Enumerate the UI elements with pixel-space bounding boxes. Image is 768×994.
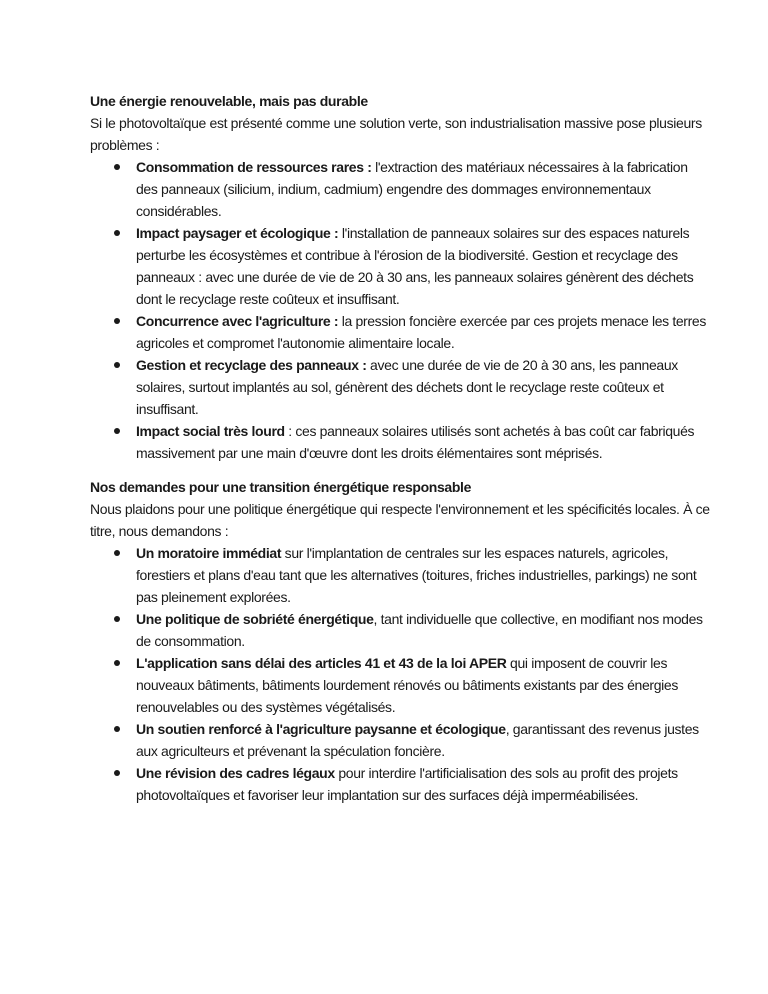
item-title: Un moratoire immédiat bbox=[136, 545, 282, 561]
bullet-icon bbox=[114, 362, 120, 368]
item-title: L'application sans délai des articles 41 et 43 de la loi APER bbox=[136, 655, 507, 671]
demands-list bbox=[90, 542, 710, 806]
item-title: Consommation de ressources rares : bbox=[136, 159, 372, 175]
list-item bbox=[90, 420, 710, 464]
item-title: Concurrence avec l'agriculture : bbox=[136, 313, 339, 329]
problems-list bbox=[90, 156, 710, 464]
bullet-icon bbox=[114, 428, 120, 434]
list-item bbox=[90, 608, 710, 652]
section-heading: Une énergie renouvelable, mais pas durable bbox=[90, 93, 368, 109]
section-demands bbox=[90, 476, 710, 806]
item-title: Impact social très lourd bbox=[136, 423, 285, 439]
item-text: , tant individuelle que collective, en modifiant nos modes de consommation. bbox=[136, 611, 703, 649]
section-renewable-not-durable bbox=[90, 90, 710, 464]
section-intro: Si le photovoltaïque est présenté comme une solution verte, son industrialisation massive pose plusieurs problèmes : bbox=[90, 115, 702, 153]
bullet-icon bbox=[114, 770, 120, 776]
list-item bbox=[90, 156, 710, 222]
item-text: qui imposent de couvrir les nouveaux bâtiments, bâtiments lourdement rénovés ou bâtiments existants par des énergies renouvelables ou des systèmes végétalisés. bbox=[136, 655, 678, 715]
item-title: Une politique de sobriété énergétique bbox=[136, 611, 374, 627]
item-title: Gestion et recyclage des panneaux : bbox=[136, 357, 367, 373]
item-text: avec une durée de vie de 20 à 30 ans, les panneaux solaires, surtout implantés au sol, génèrent des déchets dont le recyclage reste coûteux et insuffisant. bbox=[136, 357, 678, 417]
bullet-icon bbox=[114, 616, 120, 622]
item-text: pour interdire l'artificialisation des sols au profit des projets photovoltaïques et favoriser leur implantation sur des surfaces déjà imperméabilisées. bbox=[136, 765, 678, 803]
bullet-icon bbox=[114, 550, 120, 556]
bullet-icon bbox=[114, 660, 120, 666]
section-intro: Nous plaidons pour une politique énergétique qui respecte l'environnement et les spécificités locales. À ce titre, nous demandons : bbox=[90, 501, 710, 539]
bullet-icon bbox=[114, 230, 120, 236]
list-item bbox=[90, 222, 710, 310]
bullet-icon bbox=[114, 318, 120, 324]
section-heading: Nos demandes pour une transition énergétique responsable bbox=[90, 479, 472, 495]
list-item bbox=[90, 718, 710, 762]
item-title: Une révision des cadres légaux bbox=[136, 765, 335, 781]
item-text: l'extraction des matériaux nécessaires à la fabrication des panneaux (silicium, indium, cadmium) engendre des dommages environnementaux considérables. bbox=[136, 159, 688, 219]
item-title: Impact paysager et écologique : bbox=[136, 225, 339, 241]
item-text: la pression foncière exercée par ces projets menace les terres agricoles et compromet l'autonomie alimentaire locale. bbox=[136, 313, 707, 351]
bullet-icon bbox=[114, 726, 120, 732]
list-item bbox=[90, 354, 710, 420]
item-text: , garantissant des revenus justes aux agriculteurs et prévenant la spéculation foncière. bbox=[136, 721, 699, 759]
item-text: sur l'implantation de centrales sur les espaces naturels, agricoles, forestiers et plans d'eau tant que les alternatives (toitures, friches industrielles, parkings) ne sont pas pleinement explorées. bbox=[136, 545, 697, 605]
list-item bbox=[90, 310, 710, 354]
item-title: Un soutien renforcé à l'agriculture paysanne et écologique bbox=[136, 721, 506, 737]
item-text: : ces panneaux solaires utilisés sont achetés à bas coût car fabriqués massivement par une main d'œuvre dont les droits élémentaires sont méprisés. bbox=[136, 423, 695, 461]
list-item bbox=[90, 652, 710, 718]
list-item bbox=[90, 762, 710, 806]
document-page bbox=[90, 90, 710, 806]
bullet-icon bbox=[114, 164, 120, 170]
item-text: l'installation de panneaux solaires sur des espaces naturels perturbe les écosystèmes et contribue à l'érosion de la biodiversité. Gestion et recyclage des panneaux : avec une durée de vie de 20 à 30 ans, les panneaux solaires génèrent des déchets dont le recyclage reste coûteux et insuffisant. bbox=[136, 225, 694, 307]
list-item bbox=[90, 542, 710, 608]
